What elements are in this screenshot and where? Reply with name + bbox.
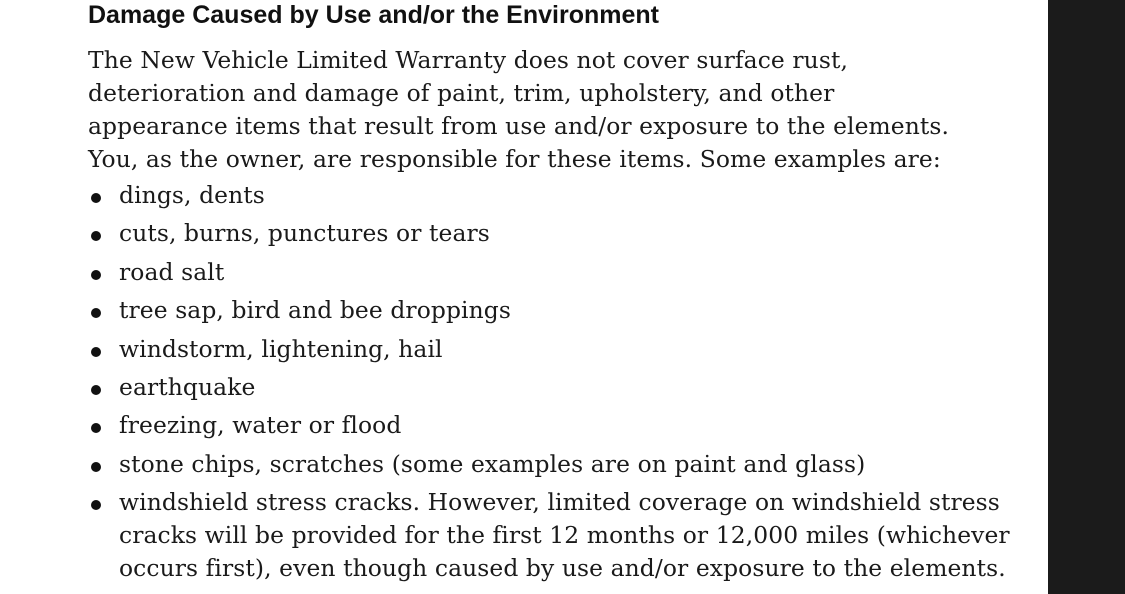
intro-line: appearance items that result from use and/or exposure to the elements. bbox=[88, 112, 950, 140]
list-item-text: cuts, burns, punctures or tears bbox=[119, 219, 490, 248]
bullet-icon bbox=[91, 423, 101, 433]
bullet-icon bbox=[91, 347, 101, 357]
bullet-icon bbox=[91, 270, 101, 280]
list-item bbox=[88, 486, 1010, 585]
list-item-text: windshield stress cracks. However, limited coverage on windshield stress bbox=[119, 488, 1000, 517]
bullet-icon bbox=[91, 308, 101, 318]
bullet-icon bbox=[91, 231, 101, 241]
list-item-text: cracks will be provided for the first 12 months or 12,000 miles (whichever bbox=[119, 521, 1010, 550]
intro-line: deterioration and damage of paint, trim, upholstery, and other bbox=[88, 79, 835, 107]
list-item-text: dings, dents bbox=[119, 181, 265, 209]
list-item bbox=[88, 256, 1010, 294]
bullet-icon bbox=[91, 385, 101, 395]
list-item-text: occurs first), even though caused by use and/or exposure to the elements. bbox=[119, 554, 1006, 583]
intro-line: The New Vehicle Limited Warranty does not cover surface rust, bbox=[88, 46, 848, 74]
list-item bbox=[88, 333, 1010, 371]
list-item-text: stone chips, scratches (some examples are on paint and glass) bbox=[119, 449, 866, 478]
list-item-text: tree sap, bird and bee droppings bbox=[119, 296, 511, 325]
bullet-icon bbox=[91, 193, 101, 203]
list-item-text: road salt bbox=[119, 257, 225, 286]
list-item-text: windstorm, lightening, hail bbox=[119, 334, 443, 363]
section-heading: Damage Caused by Use and/or the Environment bbox=[88, 1, 659, 29]
list-item bbox=[88, 217, 1010, 255]
list-item bbox=[88, 294, 1010, 332]
list-item-text: freezing, water or flood bbox=[119, 411, 402, 440]
bullet-icon bbox=[91, 462, 101, 472]
examples-list bbox=[88, 179, 1010, 585]
list-item bbox=[88, 371, 1010, 409]
bullet-icon bbox=[91, 500, 101, 510]
list-item-text: earthquake bbox=[119, 372, 256, 401]
list-item bbox=[88, 179, 1010, 217]
list-item bbox=[88, 448, 1010, 486]
intro-paragraph bbox=[88, 44, 988, 176]
list-item bbox=[88, 409, 1010, 447]
intro-line: You, as the owner, are responsible for these items. Some examples are: bbox=[88, 145, 941, 173]
